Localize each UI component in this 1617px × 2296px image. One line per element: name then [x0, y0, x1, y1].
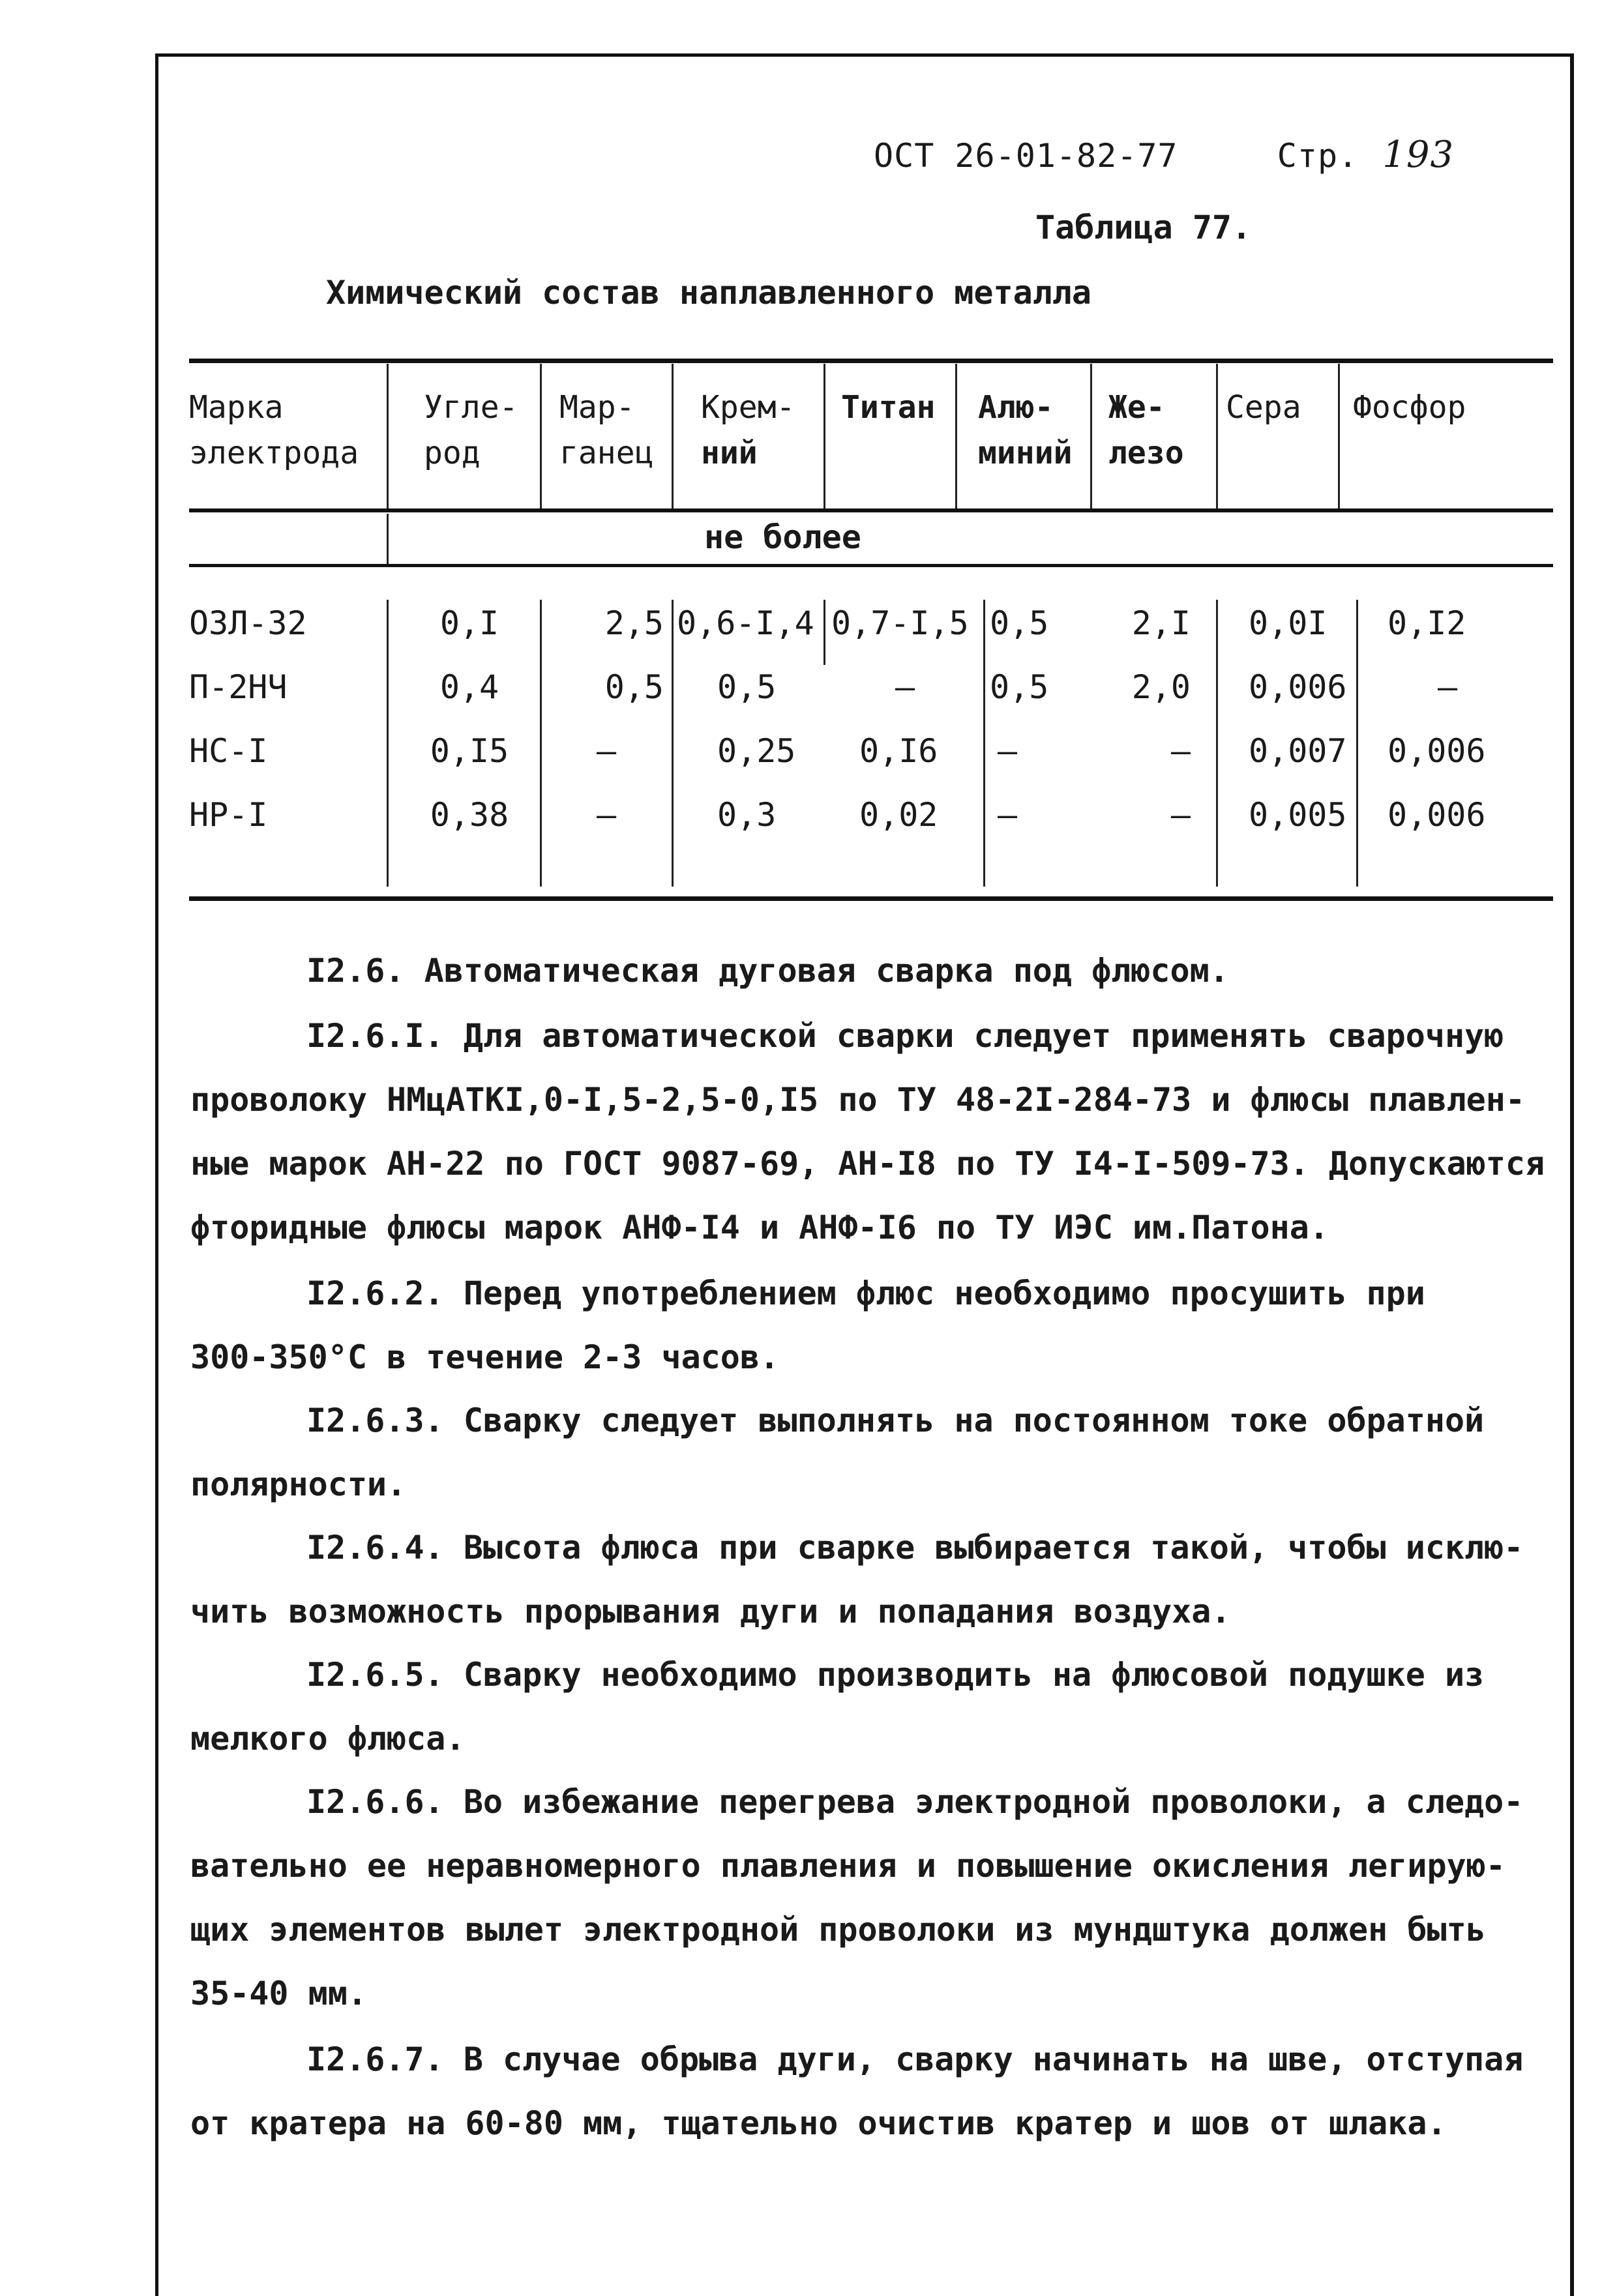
section-title: I2.6. Автоматическая дуговая сварка под флюсом. — [306, 952, 1229, 990]
col-divider — [983, 600, 985, 887]
cell-iron: 2,I — [1131, 604, 1191, 642]
col-header-carbon: Угле- род — [424, 389, 518, 471]
cell-aluminium: 0,5 — [990, 604, 1049, 642]
col-divider — [1216, 600, 1218, 887]
paragraph: I2.6.6. Во избежание перегрева электродной проволоки, а следо- вательно ее неравномерного плавления и повышение окисления легирую- щих элементов вылет электродной проволоки из мундштука должен быть 35-40 мм. — [190, 1783, 1524, 2012]
cell-manganese: 0,5 — [604, 668, 664, 706]
header-bottom-rule — [189, 508, 1553, 512]
col-header-sulfur: Сера — [1226, 389, 1301, 426]
col-divider — [1090, 364, 1092, 508]
col-divider — [823, 364, 825, 508]
cell-titanium: – — [895, 668, 915, 706]
cell-phosphorus: 0,006 — [1387, 796, 1486, 834]
col-divider — [672, 600, 674, 887]
cell-carbon: 0,38 — [430, 796, 509, 834]
cell-silicon: 0,25 — [717, 732, 796, 770]
cell-manganese: 2,5 — [604, 604, 664, 642]
table-number: Таблица 77. — [1035, 209, 1252, 246]
cell-aluminium: – — [998, 732, 1018, 770]
paragraph: I2.6.3. Сварку следует выполнять на постоянном токе обратной полярности. — [190, 1402, 1485, 1503]
cell-aluminium: 0,5 — [990, 668, 1049, 706]
col-divider — [672, 364, 674, 508]
cell-sulfur: 0,007 — [1249, 732, 1347, 770]
cell-iron: 2,0 — [1131, 668, 1191, 706]
cell-phosphorus: 0,006 — [1387, 732, 1486, 770]
document-header — [874, 134, 1454, 176]
table-caption: Химический состав наплавленного металла — [326, 274, 1091, 312]
paragraph: I2.6.7. В случае обрыва дуги, сварку начинать на шве, отступая от кратера на 60-80 мм, тщательно очистив кратер и шов от шлака. — [190, 2040, 1524, 2142]
col-divider — [387, 514, 389, 564]
doc-code: ОСТ 26-01-82-77 — [874, 137, 1178, 175]
cell-phosphorus: 0,I2 — [1387, 604, 1466, 642]
col-divider — [387, 600, 389, 887]
cell-titanium: 0,7-I,5 — [831, 604, 969, 642]
cell-carbon: 0,I5 — [430, 732, 509, 770]
col-divider — [823, 600, 825, 665]
cell-grade: НР-I — [189, 796, 268, 834]
cell-carbon: 0,4 — [439, 668, 499, 706]
cell-grade: ОЗЛ-32 — [189, 604, 307, 642]
col-header-grade: Марка электрода — [189, 389, 359, 471]
subheader-bottom-rule — [189, 564, 1553, 567]
col-header-phosphorus: Фосфор — [1353, 389, 1466, 426]
col-divider — [955, 364, 957, 508]
paragraph: I2.6.I. Для автоматической сварки следует применять сварочную проволоку НМцАТКI,0-I,5-2,5-0,I5 по ТУ 48-2I-284-73 и флюсы плавлен- ные марок АН-22 по ГОСТ 9087-69, АН-I8 по ТУ I4-I-509-73. Допускаются фторидные флюсы марок АНФ-I4 и АНФ-I6 по ТУ ИЭС им.Патона. — [190, 1017, 1545, 1246]
cell-grade: П-2НЧ — [189, 668, 288, 706]
col-header-aluminium: Алю- миний — [978, 389, 1073, 471]
paragraph: I2.6.5. Сварку необходимо производить на флюсовой подушке из мелкого флюса. — [190, 1656, 1485, 1758]
cell-manganese: – — [596, 732, 617, 770]
cell-phosphorus: – — [1437, 668, 1458, 706]
cell-aluminium: – — [998, 796, 1018, 834]
cell-silicon: 0,6-I,4 — [677, 604, 814, 642]
col-divider — [1356, 600, 1358, 887]
cell-sulfur: 0,005 — [1249, 796, 1347, 834]
cell-iron: – — [1170, 796, 1191, 834]
cell-silicon: 0,3 — [717, 796, 777, 834]
cell-manganese: – — [596, 796, 617, 834]
col-header-titanium: Титан — [841, 389, 936, 426]
col-divider — [1216, 364, 1218, 508]
col-header-manganese: Мар- ганец — [559, 389, 654, 471]
col-divider — [387, 364, 389, 508]
table-top-rule — [189, 359, 1553, 363]
col-header-iron: Же- лезо — [1108, 389, 1184, 471]
cell-silicon: 0,5 — [717, 668, 777, 706]
cell-grade: НС-I — [189, 732, 268, 770]
cell-sulfur: 0,006 — [1249, 668, 1347, 706]
cell-carbon: 0,I — [439, 604, 499, 642]
page-number: 193 — [1382, 134, 1455, 176]
col-divider — [1338, 364, 1340, 508]
page-label: Стр. — [1277, 137, 1359, 175]
cell-titanium: 0,I6 — [859, 732, 938, 770]
paragraph: I2.6.2. Перед употреблением флюс необходимо просушить при 300-350°С в течение 2-3 часов. — [190, 1274, 1425, 1376]
cell-sulfur: 0,0I — [1249, 604, 1328, 642]
table-bottom-rule — [189, 896, 1553, 901]
col-header-silicon: Крем- ний — [701, 389, 795, 471]
cell-titanium: 0,02 — [859, 796, 938, 834]
paragraph: I2.6.4. Высота флюса при сварке выбирается такой, чтобы исклю- чить возможность прорывания дуги и попадания воздуха. — [190, 1529, 1524, 1630]
col-divider — [540, 364, 542, 508]
cell-iron: – — [1170, 732, 1191, 770]
table-subheader: не более — [704, 518, 861, 556]
